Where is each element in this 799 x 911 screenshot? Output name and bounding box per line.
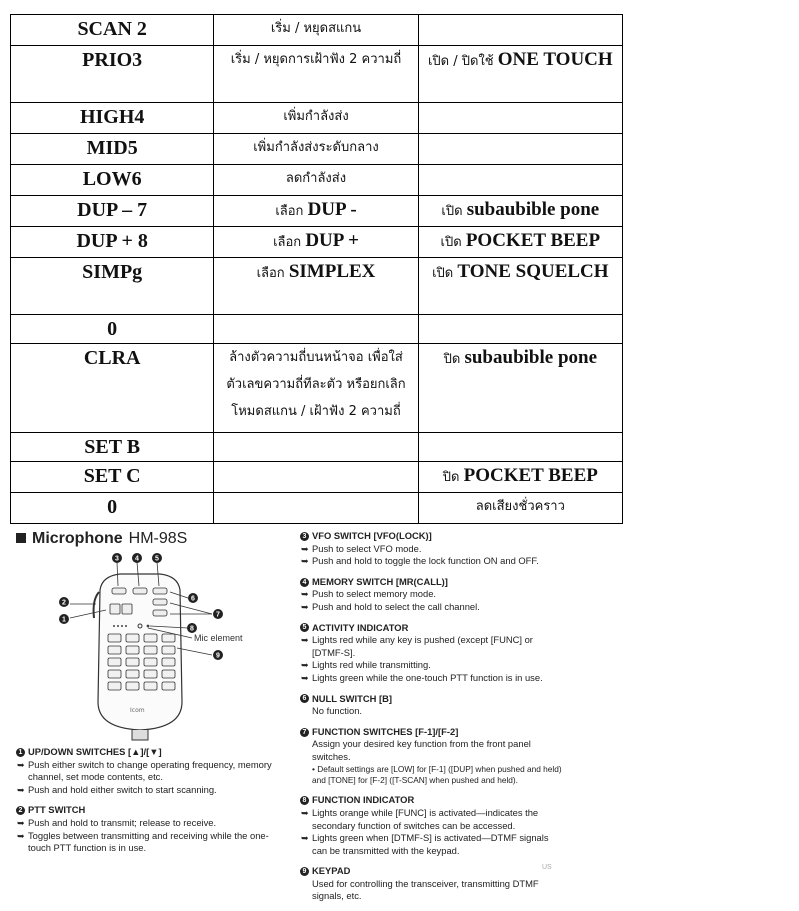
callout-5	[152, 553, 162, 563]
alt-function-cell: ปิด subaubible pone	[418, 344, 622, 433]
table-row	[11, 227, 623, 258]
callout-7	[213, 609, 223, 619]
bullet-text: Lights green while the one-touch PTT function is in use.	[312, 671, 543, 683]
callout-3	[112, 553, 122, 563]
microphone-diagram	[40, 552, 270, 742]
alt-function-cell	[418, 165, 622, 196]
alt-function-cell	[418, 103, 622, 134]
key-label: 0	[11, 493, 214, 524]
function-cell: เลือก SIMPLEX	[214, 258, 418, 315]
arrow-icon: ➥	[301, 672, 309, 683]
bullet-item	[300, 672, 562, 685]
description-section	[300, 622, 562, 693]
number-badge-icon: 2	[16, 806, 25, 815]
bullet-item	[300, 601, 562, 614]
section-text: Used for controlling the transceiver, transmitting DTMF signals, etc.	[312, 877, 539, 902]
section-title: FUNCTION INDICATOR	[312, 794, 415, 806]
svg-text:8: 8	[190, 625, 194, 633]
bullet-item	[16, 759, 278, 784]
bullet-item	[16, 830, 278, 855]
function-cell: ลดกำลังส่ง	[214, 165, 418, 196]
arrow-icon: ➥	[17, 817, 25, 828]
bullet-text: Lights red while any key is pushed (except [FUNC] or [DTMF-S].	[312, 634, 533, 658]
table-row	[11, 103, 623, 134]
alt-function-cell: ลดเสียงชั่วคราว	[418, 493, 622, 524]
svg-text:6: 6	[191, 595, 195, 603]
left-column-descriptions	[16, 746, 278, 863]
key-label: DUP + 8	[11, 227, 214, 258]
callout-1	[59, 614, 69, 624]
function-cell: เลือก DUP +	[214, 227, 418, 258]
function-cell: เลือก DUP -	[214, 196, 418, 227]
number-badge-icon: 8	[300, 796, 309, 805]
number-badge-icon: 6	[300, 694, 309, 703]
callout-8	[187, 623, 197, 633]
function-cell	[214, 462, 418, 493]
table-row	[11, 258, 623, 315]
description-section	[16, 746, 278, 804]
section-heading	[300, 530, 562, 543]
callout-9	[213, 650, 223, 660]
bullet-text: Toggles between transmitting and receiving while the one-touch PTT function is in use.	[28, 829, 269, 854]
arrow-icon: ➥	[17, 830, 25, 841]
right-column-descriptions	[300, 530, 562, 911]
model-number: HM-98S	[128, 530, 188, 547]
svg-text:2: 2	[62, 599, 66, 607]
key-function-table	[10, 14, 623, 524]
arrow-icon: ➥	[301, 807, 309, 818]
number-badge-icon: 1	[16, 748, 25, 757]
number-badge-icon: 5	[300, 623, 309, 632]
page-number: US	[542, 864, 552, 871]
key-label: SET C	[11, 462, 214, 493]
callout-2	[59, 597, 69, 607]
bullet-item	[300, 832, 562, 857]
section-text: No function.	[312, 705, 363, 717]
description-section	[300, 794, 562, 865]
brand-logo: Icom	[130, 707, 145, 714]
bullet-text: Push to select VFO mode.	[312, 542, 422, 554]
section-heading	[16, 746, 278, 759]
section-title: FUNCTION SWITCHES [F-1]/[F-2]	[312, 725, 459, 737]
number-badge-icon: 7	[300, 728, 309, 737]
arrow-icon: ➥	[17, 759, 25, 770]
alt-function-cell	[418, 433, 622, 462]
function-cell: ล้างตัวความถี่บนหน้าจอ เพื่อใส่ตัวเลขความถี่ทีละตัว หรือยกเลิกโหมดสแกน / เฝ้าฟัง 2 ความถี่	[214, 344, 418, 433]
section-title: ACTIVITY INDICATOR	[312, 621, 409, 633]
number-badge-icon: 4	[300, 578, 309, 587]
bullet-item	[300, 634, 562, 659]
key-label: HIGH4	[11, 103, 214, 134]
table-row	[11, 433, 623, 462]
key-label: SET B	[11, 433, 214, 462]
table-row	[11, 462, 623, 493]
arrow-icon: ➥	[301, 833, 309, 844]
key-label: SCAN 2	[11, 15, 214, 46]
section-heading	[300, 693, 562, 706]
table-row	[11, 315, 623, 344]
table-row	[11, 134, 623, 165]
manual-excerpt	[0, 522, 799, 906]
section-heading	[300, 865, 562, 878]
section-heading	[300, 726, 562, 739]
alt-function-cell: เปิด POCKET BEEP	[418, 227, 622, 258]
section-title: MEMORY SWITCH [MR(CALL)]	[312, 575, 448, 587]
table-body	[11, 15, 623, 524]
section-title: KEYPAD	[312, 865, 351, 877]
section-heading	[300, 622, 562, 635]
table-row	[11, 344, 623, 433]
section-note: • Default settings are [LOW] for [F-1] ([DUP] when pushed and held) and [TONE] for [F-2] ([T-SCAN] when pushed and held).	[312, 763, 562, 785]
section-title: PTT SWITCH	[28, 804, 86, 816]
description-section	[300, 576, 562, 622]
section-heading	[16, 804, 278, 817]
bullet-text: Push and hold to select the call channel.	[312, 600, 480, 612]
description-section	[300, 693, 562, 726]
table-row	[11, 46, 623, 103]
arrow-icon: ➥	[301, 601, 309, 612]
bullet-text: Push either switch to change operating frequency, memory channel, set mode contents, etc.	[28, 758, 272, 783]
arrow-icon: ➥	[301, 556, 309, 567]
bullet-item	[300, 555, 562, 568]
table-row	[11, 493, 623, 524]
function-cell: เริ่ม / หยุดการเฝ้าฟัง 2 ความถี่	[214, 46, 418, 103]
key-label: CLRA	[11, 344, 214, 433]
alt-function-cell: เปิด / ปิดใช้ ONE TOUCH	[418, 46, 622, 103]
description-section	[16, 804, 278, 862]
bullet-text: Push to select memory mode.	[312, 588, 437, 600]
function-cell: เริ่ม / หยุดสแกน	[214, 15, 418, 46]
function-cell: เพิ่มกำลังส่ง	[214, 103, 418, 134]
section-title: VFO SWITCH [VFO(LOCK)]	[312, 530, 432, 541]
svg-text:7: 7	[216, 611, 220, 619]
function-cell	[214, 315, 418, 344]
table-row	[11, 196, 623, 227]
bullet-item	[16, 784, 278, 797]
section-marker-icon	[16, 533, 26, 543]
bullet-text: Push and hold to toggle the lock function ON and OFF.	[312, 555, 539, 567]
section-title: NULL SWITCH [B]	[312, 692, 393, 704]
alt-function-cell	[418, 134, 622, 165]
bullet-text: Lights orange while [FUNC] is activated—indicates the secondary function of switches can be accessed.	[312, 806, 539, 831]
number-badge-icon: 9	[300, 867, 309, 876]
svg-text:1: 1	[62, 616, 66, 624]
arrow-icon: ➥	[301, 589, 309, 600]
bullet-text: Push and hold to transmit; release to receive.	[28, 816, 217, 828]
bullet-text: Lights green when [DTMF-S] is activated—DTMF signals can be transmitted with the keypad.	[312, 832, 549, 856]
description-section	[300, 726, 562, 795]
arrow-icon: ➥	[301, 635, 309, 646]
section-title: UP/DOWN SWITCHES [▲]/[▼]	[28, 746, 162, 757]
svg-text:3: 3	[115, 555, 119, 563]
key-label: 0	[11, 315, 214, 344]
arrow-icon: ➥	[301, 660, 309, 671]
section-heading	[300, 576, 562, 589]
function-cell	[214, 493, 418, 524]
description-section	[300, 865, 562, 911]
callout-6	[188, 593, 198, 603]
function-cell	[214, 433, 418, 462]
svg-text:9: 9	[216, 652, 220, 660]
bullet-item	[300, 807, 562, 832]
bullet-text: Lights red while transmitting.	[312, 659, 431, 671]
function-cell: เพิ่มกำลังส่งระดับกลาง	[214, 134, 418, 165]
svg-text:4: 4	[135, 555, 139, 563]
bullet-text: Push and hold either switch to start scanning.	[28, 783, 217, 795]
key-label: LOW6	[11, 165, 214, 196]
section-text: Assign your desired key function from the front panel switches.	[312, 738, 531, 762]
key-label: MID5	[11, 134, 214, 165]
arrow-icon: ➥	[17, 784, 25, 795]
key-label: DUP – 7	[11, 196, 214, 227]
alt-function-cell	[418, 315, 622, 344]
description-section	[300, 530, 562, 576]
bullet-item	[300, 659, 562, 672]
alt-function-cell: ปิด POCKET BEEP	[418, 462, 622, 493]
section-heading	[300, 794, 562, 807]
mic-element-label: Mic element	[194, 633, 243, 643]
bullet-item	[300, 588, 562, 601]
svg-text:5: 5	[155, 555, 159, 563]
manual-section-title: Microphone HM-98S	[16, 530, 187, 548]
bullet-item	[300, 543, 562, 556]
alt-function-cell	[418, 15, 622, 46]
key-label: PRIO3	[11, 46, 214, 103]
arrow-icon: ➥	[301, 543, 309, 554]
alt-function-cell: เปิด subaubible pone	[418, 196, 622, 227]
key-label: SIMPg	[11, 258, 214, 315]
alt-function-cell: เปิด TONE SQUELCH	[418, 258, 622, 315]
table-row	[11, 165, 623, 196]
bullet-item	[16, 817, 278, 830]
cable	[132, 730, 148, 740]
ptt-switch-shape	[94, 592, 99, 618]
number-badge-icon: 3	[300, 532, 309, 541]
table-row	[11, 15, 623, 46]
callout-4	[132, 553, 142, 563]
